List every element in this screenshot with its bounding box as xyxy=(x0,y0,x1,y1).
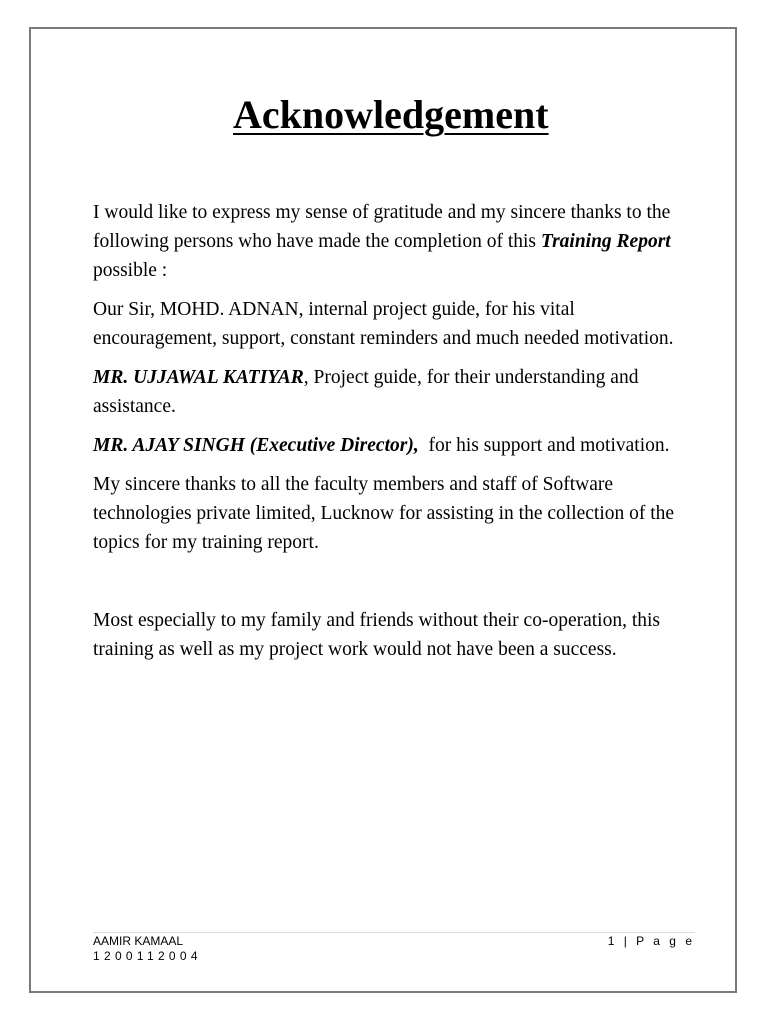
footer-divider xyxy=(93,932,695,933)
training-report-emphasis: Training Report xyxy=(540,231,671,252)
footer-page-number: 1 | P a g e xyxy=(607,934,695,948)
document-body xyxy=(93,198,693,674)
footer-author: AAMIR KAMAAL xyxy=(93,934,184,948)
paragraph-family: Most especially to my family and friends without their co-operation, this training as well as my project work would not have been a success. xyxy=(93,610,661,660)
page-title: Acknowledgement xyxy=(233,92,549,137)
intro-text: I would like to express my sense of gratitude and my sincere thanks to the following persons who have made the completion of this xyxy=(93,202,671,252)
intro-tail: possible : xyxy=(93,260,168,281)
paragraph-ujjawal-katiyar xyxy=(93,363,693,421)
ajay-singh-text: for his support and motivation. xyxy=(418,435,670,456)
paragraph-intro xyxy=(93,198,693,285)
paragraph-faculty: My sincere thanks to all the faculty members and staff of Software technologies private limited, Lucknow for assisting in the collection of the topics for my training report. xyxy=(93,474,675,553)
paragraph-mohd-adnan: Our Sir, MOHD. ADNAN, internal project guide, for his vital encouragement, support, constant reminders and much needed motivation. xyxy=(93,299,674,349)
ujjawal-katiyar-text: , Project guide, for their understanding and assistance. xyxy=(93,367,639,417)
footer-student-id: 1200112004 xyxy=(93,949,202,963)
ajay-singh-name: MR. AJAY SINGH (Executive Director), xyxy=(93,435,419,456)
paragraph-ajay-singh xyxy=(93,431,693,460)
ujjawal-katiyar-name: MR. UJJAWAL KATIYAR xyxy=(93,367,304,388)
